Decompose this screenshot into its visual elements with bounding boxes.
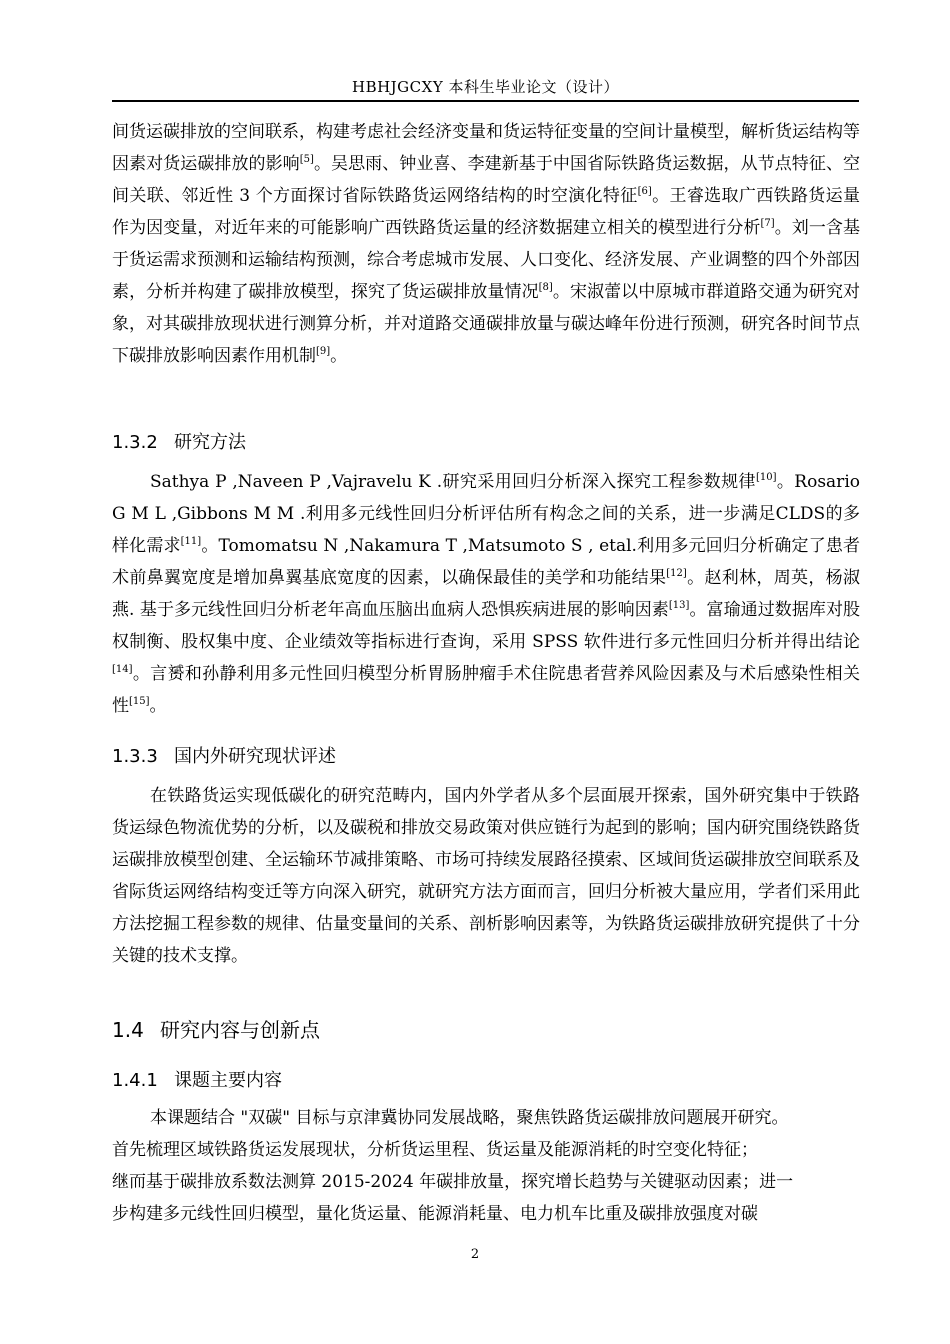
para-text: 。刘一含基于货运需求预测和运输结构预测，综合考虑城市发展、人口变化、经济发展、产业调整的四个外部因素，分析并构建了碳排放模型，探究了货运碳排放量情况 xyxy=(112,218,861,302)
para-text: 。Tomomatsu N ,Nakamura T ,Matsumoto S , etal.利用多元回归分析确定了患者术前鼻翼宽度是增加鼻翼基底宽度的因素，以确保最佳的美学和功能结果 xyxy=(112,536,861,588)
section-number: 1.3.3 xyxy=(112,746,158,767)
text-line: 继而基于碳排放系数法测算 2015-2024 年碳排放量，探究增长趋势与关键驱动因素；进一 xyxy=(112,1172,794,1192)
citation: [9] xyxy=(316,346,331,357)
section-number: 1.3.2 xyxy=(112,432,158,453)
text-line: 首先梳理区域铁路货运发展现状，分析货运里程、货运量及能源消耗的时空变化特征； xyxy=(112,1140,758,1160)
paragraph-research-review: 在铁路货运实现低碳化的研究范畴内，国内外学者从多个层面展开探索，国外研究集中于铁路货运绿色物流优势的分析，以及碳税和排放交易政策对供应链行为起到的影响；国内研究围绕铁路货运碳排放模型创建、全运输环节减排策略、市场可持续发展路径摸索、区域间货运碳排放空间联系及省际货运网络结构变迁等方向深入研究，就研究方法方面而言，回归分析被大量应用，学者们采用此方法挖掘工程参数的规律、估量变量间的关系、剖析影响因素等，为铁路货运碳排放研究提供了十分关键的技术支撑。 xyxy=(112,786,860,966)
citation: [11] xyxy=(180,536,202,547)
section-title: 国内外研究现状评述 xyxy=(174,746,336,767)
paragraph-research-methods xyxy=(112,466,860,722)
citation: [8] xyxy=(538,282,553,293)
citation: [15] xyxy=(129,696,150,707)
page-header: HBHJGCXY 本科生毕业论文（设计） xyxy=(351,78,619,96)
text-line: 本课题结合 "双碳" 目标与京津冀协同发展战略，聚焦铁路货运碳排放问题展开研究。 xyxy=(150,1108,789,1128)
citation: [10] xyxy=(755,472,777,483)
section-heading-1-3-3 xyxy=(112,742,336,768)
para-text: 。吴思雨、钟业喜、李建新基于中国省际铁路货运数据，从节点特征、空间关联、邻近性 3 个方面探讨省际铁路货运网络结构的时空演化特征 xyxy=(112,154,861,206)
citation: [13] xyxy=(668,600,690,611)
section-number: 1.4.1 xyxy=(112,1070,158,1091)
citation: [14] xyxy=(112,664,133,675)
para-text: 。富瑜通过数据库对股权制衡、股权集中度、企业绩效等指标进行查询，采用 SPSS 软件进行多元性回归分析并得出结论 xyxy=(112,600,861,652)
para-text: 。 xyxy=(330,346,348,366)
para-text: 间货运碳排放的空间联系，构建考虑社会经济变量和货运特征变量的空间计量模型，解析货运结构等因素对货运碳排放的影响 xyxy=(112,122,860,174)
header-divider xyxy=(112,100,859,102)
text-line: 步构建多元线性回归模型，量化货运量、能源消耗量、电力机车比重及碳排放强度对碳 xyxy=(112,1204,758,1224)
section-title: 课题主要内容 xyxy=(174,1070,282,1091)
section-title: 研究内容与创新点 xyxy=(160,1018,320,1042)
para-text: 。王睿选取广西铁路货运量作为因变量，对近年来的可能影响广西铁路货运量的经济数据建立相关的模型进行分析 xyxy=(112,186,861,238)
para-text: 。言赟和孙静利用多元性回归模型分析胃肠肿瘤手术住院患者营养风险因素及与术后感染性相关性 xyxy=(112,664,860,716)
section-heading-1-4-1 xyxy=(112,1066,282,1092)
citation: [6] xyxy=(637,186,652,197)
para-text: 。赵利林，周英，杨淑燕. 基于多元线性回归分析老年高血压脑出血病人恐惧疾病进展的影响因素 xyxy=(112,568,861,620)
para-text: 。 xyxy=(149,696,167,716)
section-title: 研究方法 xyxy=(174,432,246,453)
para-text: 。宋淑蕾以中原城市群道路交通为研究对象，对其碳排放现状进行测算分析，并对道路交通碳排放量与碳达峰年份进行预测，研究各时间节点下碳排放影响因素作用机制 xyxy=(112,282,861,366)
citation: [5] xyxy=(299,154,314,165)
citation: [12] xyxy=(666,568,687,579)
para-text: Sathya P ,Naveen P ,Vajravelu K .研究采用回归分析深入探究工程参数规律 xyxy=(150,472,756,492)
paragraph-literature-review xyxy=(112,116,860,372)
section-heading-1-4 xyxy=(112,1014,320,1043)
citation: [7] xyxy=(760,218,775,229)
section-heading-1-3-2 xyxy=(112,428,246,454)
paragraph-main-content xyxy=(112,1102,860,1230)
page-number: 2 xyxy=(470,1247,480,1262)
para-text: 。Rosario G M L ,Gibbons M M .利用多元线性回归分析评估所有构念之间的关系，进一步满足CLDS的多样化需求 xyxy=(112,472,860,556)
section-number: 1.4 xyxy=(112,1018,144,1042)
